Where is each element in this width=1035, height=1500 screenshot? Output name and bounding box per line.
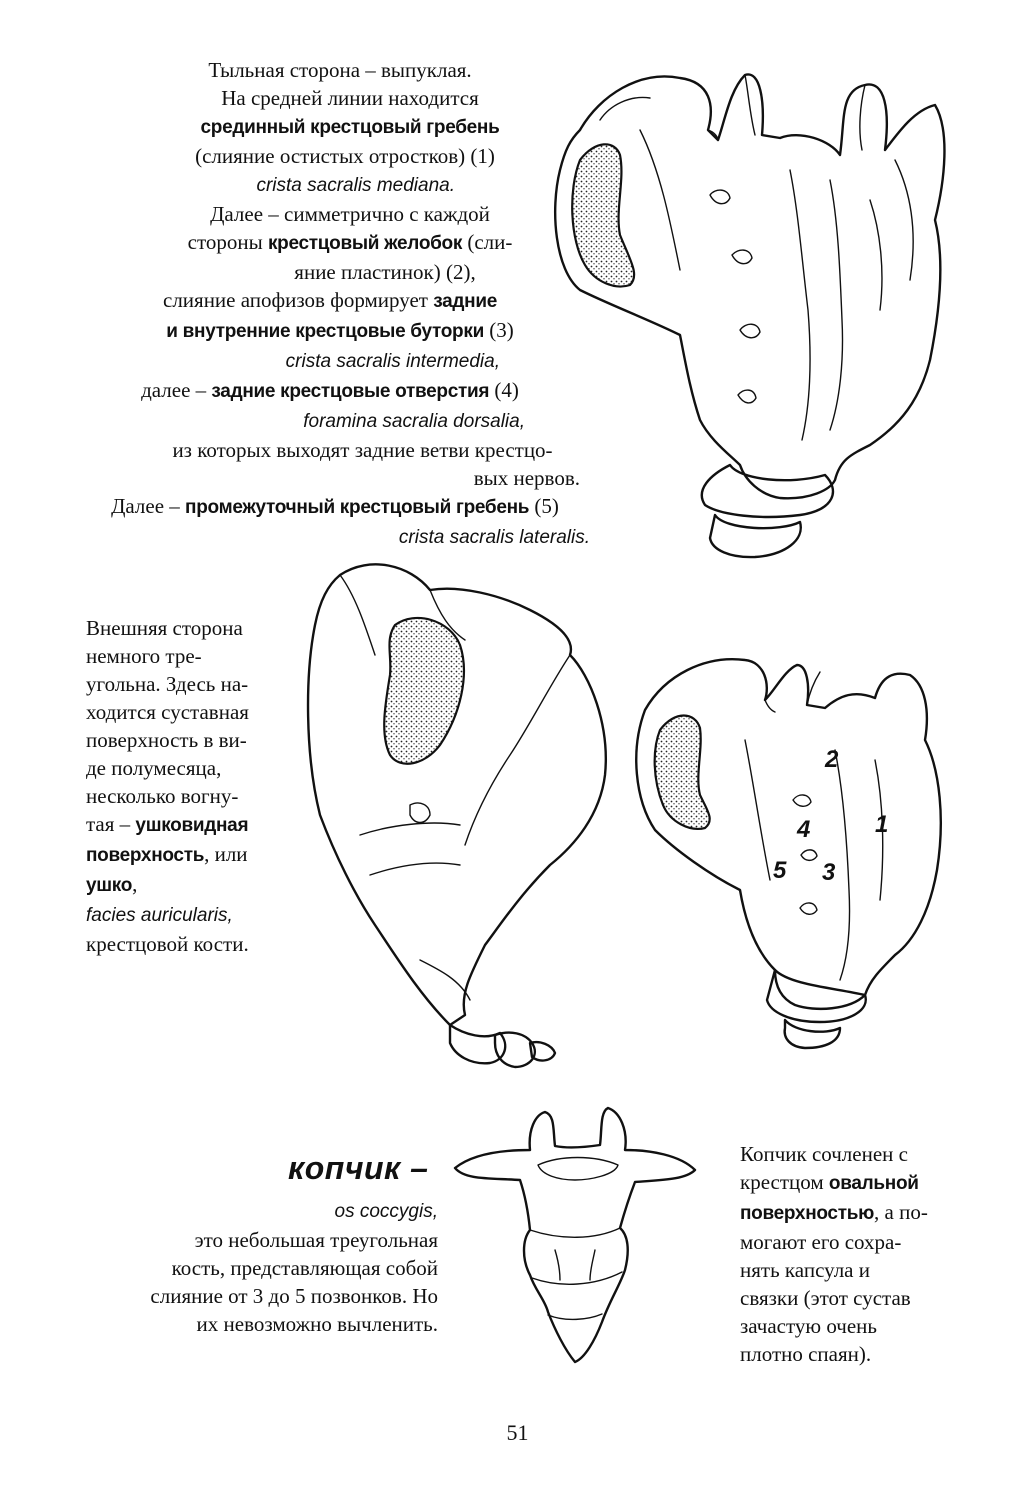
term-posterior-foramina: задние крестцовые отверстия [211,381,490,402]
text-line: тая – ушковидная [86,812,249,836]
text-line [70,112,590,142]
term-auricular-surface: ушковидная [135,815,249,836]
dorsal-surface-text [70,56,590,552]
latin-term: foramina sacralia dorsalia, [303,411,525,432]
text-line: де полумесяца, [86,756,222,780]
term-sacral-groove: крестцовый желобок [267,233,463,254]
label-5: 5 [773,857,787,884]
text-line: поверхность, или [86,842,248,866]
text-line: могают его сохра- [740,1230,902,1254]
text-line: крестцовой кости. [86,932,249,956]
text-line: На средней линии находится [221,86,479,110]
text-line: слияние от 3 до 5 позвонков. Но [150,1284,438,1308]
label-3: 3 [822,859,836,886]
text-line: поверхность в ви- [86,728,247,752]
text-line: слияние апофизов формирует задние [163,288,497,312]
text-line: и внутренние крестцовые буторки (3) [166,318,514,342]
text-line: поверхностью, а по- [740,1200,928,1224]
page-number: 51 [506,1420,529,1445]
text-line: далее – задние крестцовые отверстия (4) [141,378,519,402]
latin-term: crista sacralis lateralis. [398,527,590,548]
term-surface: поверхность [86,845,205,866]
label-1: 1 [875,811,889,838]
text-line: зачастую очень [740,1314,877,1338]
coccyx-text [80,1196,438,1338]
latin-term: crista sacralis mediana. [256,175,455,196]
term-oval: овальной [828,1173,919,1194]
coccyx-illustration [450,1100,710,1370]
text-line: Внешняя сторона [86,616,243,640]
latin-term: os coccygis, [334,1201,438,1222]
text-line: кость, представляющая собой [171,1256,438,1280]
text-line: нять капсула и [740,1258,870,1282]
latin-term: crista sacralis intermedia, [285,351,500,372]
term-auricle: ушко [86,875,133,896]
term-intermediate-tubercles: и внутренние крестцовые буторки [166,321,484,342]
text-line: из которых выходят задние ветви крестцо- [172,438,553,462]
text-line: это небольшая треугольная [194,1228,438,1252]
latin-term: facies auricularis, [86,905,233,926]
text-line: Копчик сочленен с [740,1142,908,1166]
text-line: ушко, [86,872,138,896]
text-line: связки (этот сустав [740,1286,911,1310]
text-line: крестцом овальной [740,1170,919,1194]
text-line: Далее – промежуточный крестцовый гребень (5) [111,494,559,518]
sacrum-labeled-illustration [625,650,965,1050]
text-line: яние пластинок) (2), [294,260,476,284]
text-line: несколько вогну- [86,784,239,808]
coccyx-heading: копчик – [288,1150,429,1186]
text-line: стороны крестцовый желобок (сли- [187,230,513,254]
text-line: (слияние остистых отростков) (1) [195,144,495,168]
term-median-sacral-crest: срединный крестцовый гребень [200,117,500,138]
text-line: плотно спаян). [740,1342,872,1366]
text-line: ходится суставная [86,700,249,724]
term-surface-oval: поверхностью [740,1203,875,1224]
text-line: их невозможно вычленить. [196,1312,438,1336]
coccyx-articulation-text [740,1140,980,1368]
term-posterior: задние [433,291,497,312]
sacrum-dorsal-illustration [540,60,960,580]
text-line: Далее – симметрично с каждой [210,202,490,226]
pelvis-lateral-illustration [300,555,600,1075]
label-4: 4 [797,816,811,843]
text-line: вых нервов. [473,466,580,490]
term-intermediate-crest: промежуточный крестцовый гребень [185,497,530,518]
text-line: угольна. Здесь на- [86,672,249,696]
text-line: немного тре- [86,644,202,668]
lateral-surface-text [86,614,306,958]
label-2: 2 [825,746,839,773]
text-line: Тыльная сторона – выпуклая. [208,58,472,82]
